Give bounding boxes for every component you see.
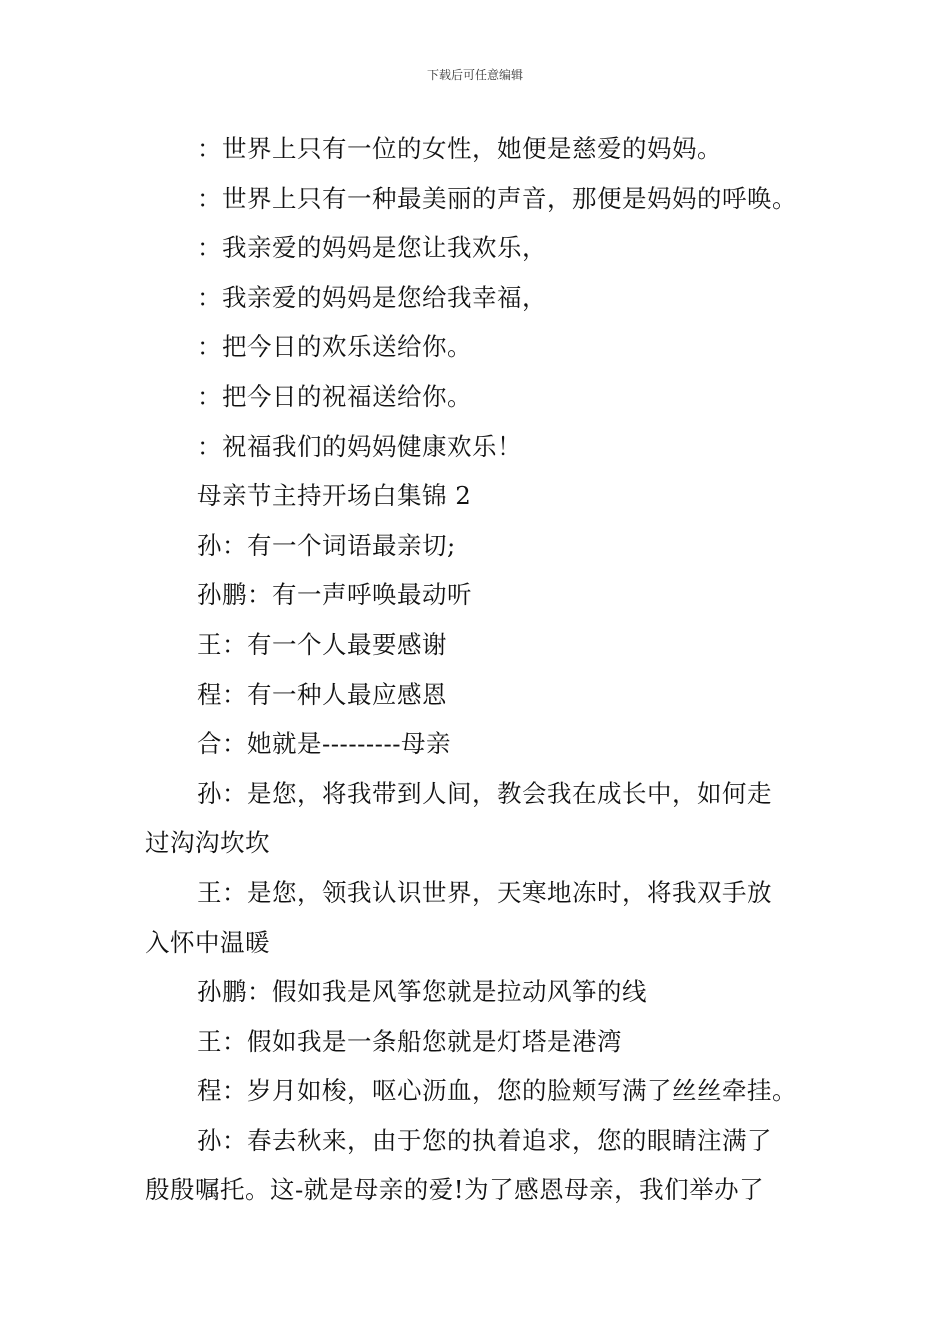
paragraph-line: 王：是您，领我认识世界，天寒地冻时，将我双手放 [197,877,772,907]
text-line: 程：岁月如梭，呕心沥血，您的脸颊写满了丝丝牵挂。 [197,1076,797,1106]
paragraph-line: 孙：春去秋来，由于您的执着追求，您的眼睛注满了 [197,1125,772,1155]
section-heading: 母亲节主持开场白集锦 2 [197,481,472,511]
paragraph-line: 孙：是您，将我带到人间，教会我在成长中，如何走 [197,778,772,808]
text-line: 王：有一个人最要感谢 [197,629,447,659]
paragraph-line: 过沟沟坎坎 [145,828,270,858]
text-line: 王：假如我是一条船您就是灯塔是港湾 [197,1026,622,1056]
text-line: ：世界上只有一位的女性，她便是慈爱的妈妈。 [197,134,722,163]
text-line: 合：她就是---------母亲 [197,729,452,759]
text-line: 孙：有一个词语最亲切; [197,530,456,560]
text-line: ：我亲爱的妈妈是您给我幸福， [197,282,547,312]
text-line: ：把今日的祝福送给你。 [197,381,472,411]
text-line: ：把今日的欢乐送给你。 [197,332,472,362]
text-line: 孙鹏：有一声呼唤最动听 [197,580,472,610]
text-line: 孙鹏：假如我是风筝您就是拉动风筝的线 [197,977,647,1007]
text-line: ：祝福我们的妈妈健康欢乐！ [197,431,522,461]
text-line: ：世界上只有一种最美丽的声音，那便是妈妈的呼唤。 [197,183,797,213]
text-line: 程：有一种人最应感恩 [197,679,447,709]
text-line: ：我亲爱的妈妈是您让我欢乐， [197,233,547,263]
document-body [145,124,815,1215]
paragraph-line: 殷殷嘱托。这-就是母亲的爱!为了感恩母亲，我们举办了 [145,1175,765,1205]
page-header: 下载后可任意编辑 [426,68,523,82]
paragraph-line: 入怀中温暖 [145,927,270,957]
